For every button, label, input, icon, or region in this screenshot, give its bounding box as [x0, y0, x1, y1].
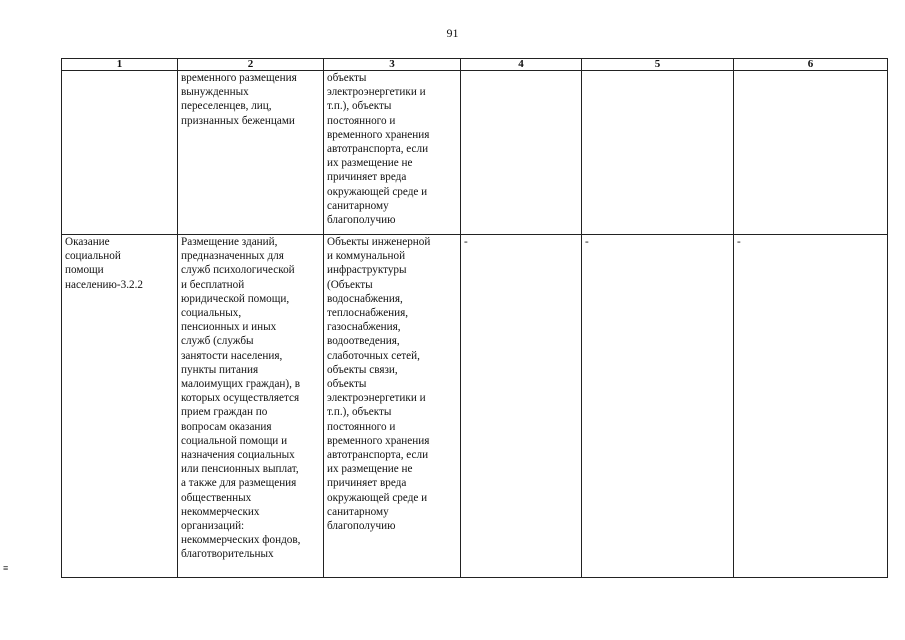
cell-text-line: назначения социальных — [181, 449, 295, 462]
cell-text-line: (Объекты — [327, 278, 373, 291]
cell-text-line: помощи — [65, 264, 104, 277]
cell-col5 — [582, 71, 734, 235]
cell-text-line: причиняет вреда — [327, 171, 407, 184]
cell-text-line: временного размещения — [181, 72, 297, 84]
cell-text-line: теплоснабжения, — [327, 307, 409, 320]
cell-text-line: санитарному — [327, 199, 389, 212]
header-cell-1: 1 — [62, 59, 178, 71]
cell-text-line: окружающей среде и — [327, 185, 428, 198]
cell-text-line: их размещение не — [327, 463, 413, 476]
header-cell-4: 4 — [461, 59, 582, 71]
cell-text-line: объекты — [327, 72, 367, 84]
cell-text-line: вынужденных — [181, 86, 249, 99]
cell-text-line: автотранспорта, если — [327, 143, 429, 156]
cell-col4 — [461, 71, 582, 235]
table-row — [62, 235, 888, 578]
cell-text-line: электроэнергетики и — [327, 86, 426, 99]
cell-text-line: водоотведения, — [327, 335, 400, 348]
cell-text-line: и коммунальной — [327, 250, 406, 263]
cell-text-line: и бесплатной — [181, 278, 245, 291]
cell-text-line: или пенсионных выплат, — [181, 463, 299, 476]
cell-text-line: Размещение зданий, — [181, 236, 278, 248]
cell-text-line: которых осуществляется — [181, 392, 300, 405]
cell-text-line: юридической помощи, — [181, 292, 290, 305]
cell-col5: - — [582, 235, 734, 578]
header-cell-2: 2 — [178, 59, 324, 71]
cell-text-line: их размещение не — [327, 157, 413, 170]
cell-auxiliary-objects — [324, 71, 461, 235]
cell-use-name — [62, 71, 178, 235]
cell-text-line: пункты питания — [181, 363, 259, 376]
cell-text-line: благополучию — [327, 520, 396, 533]
cell-text-line: объекты — [327, 378, 367, 391]
cell-text-line: общественных — [181, 491, 252, 504]
cell-text-line: Объекты инженерной — [327, 236, 431, 248]
margin-mark: ≡ — [3, 563, 9, 573]
cell-text-line: инфраструктуры — [327, 264, 407, 277]
cell-text-line: электроэнергетики и — [327, 392, 426, 405]
header-row — [62, 59, 888, 71]
cell-text-line: слаботочных сетей, — [327, 349, 420, 362]
cell-text-line: переселенцев, лиц, — [181, 100, 272, 113]
land-use-table — [61, 58, 888, 578]
cell-col4: - — [461, 235, 582, 578]
cell-text-line: автотранспорта, если — [327, 449, 429, 462]
cell-col6 — [734, 71, 888, 235]
cell-text-line: водоснабжения, — [327, 292, 403, 305]
cell-text-line: постоянного и — [327, 420, 396, 433]
cell-text-line: причиняет вреда — [327, 477, 407, 490]
cell-text-line: населению-3.2.2 — [65, 278, 144, 291]
cell-text-line: санитарному — [327, 505, 389, 518]
cell-use-description — [178, 71, 324, 235]
header-cell-3: 3 — [324, 59, 461, 71]
cell-text-line: признанных беженцами — [181, 114, 295, 127]
cell-text-line: объекты связи, — [327, 363, 398, 376]
cell-text-line: служб психологической — [181, 264, 295, 277]
cell-text-line: т.п.), объекты — [327, 100, 392, 113]
cell-text-line: некоммерческих — [181, 505, 260, 518]
cell-text-line: занятости населения, — [181, 349, 283, 362]
cell-text-line: социальной помощи и — [181, 434, 288, 447]
header-cell-5: 5 — [582, 59, 734, 71]
cell-text-line: организаций: — [181, 520, 245, 533]
cell-auxiliary-objects — [324, 235, 461, 578]
cell-text-line: пенсионных и иных — [181, 321, 277, 334]
header-cell-6: 6 — [734, 59, 888, 71]
cell-text-line: малоимущих граждан), в — [181, 378, 301, 391]
cell-text-line: постоянного и — [327, 114, 396, 127]
cell-text-line: социальных, — [181, 307, 242, 320]
cell-col6: - — [734, 235, 888, 578]
table-row — [62, 71, 888, 235]
cell-text-line: прием граждан по — [181, 406, 268, 419]
cell-text-line: благотворительных — [181, 548, 274, 561]
cell-text-line: вопросам оказания — [181, 420, 272, 433]
cell-text-line: служб (службы — [181, 335, 254, 348]
cell-use-name — [62, 235, 178, 578]
cell-text-line: предназначенных для — [181, 250, 284, 263]
cell-text-line: Оказание — [65, 236, 110, 248]
cell-use-description — [178, 235, 324, 578]
cell-text-line: благополучию — [327, 214, 396, 227]
page-number: 91 — [446, 26, 459, 40]
cell-text-line: временного хранения — [327, 434, 430, 447]
cell-text-line: окружающей среде и — [327, 491, 428, 504]
cell-text-line: т.п.), объекты — [327, 406, 392, 419]
cell-text-line: некоммерческих фондов, — [181, 534, 301, 547]
cell-text-line: временного хранения — [327, 128, 430, 141]
cell-text-line: а также для размещения — [181, 477, 297, 490]
cell-text-line: газоснабжения, — [327, 321, 401, 334]
cell-text-line: социальной — [65, 250, 121, 263]
